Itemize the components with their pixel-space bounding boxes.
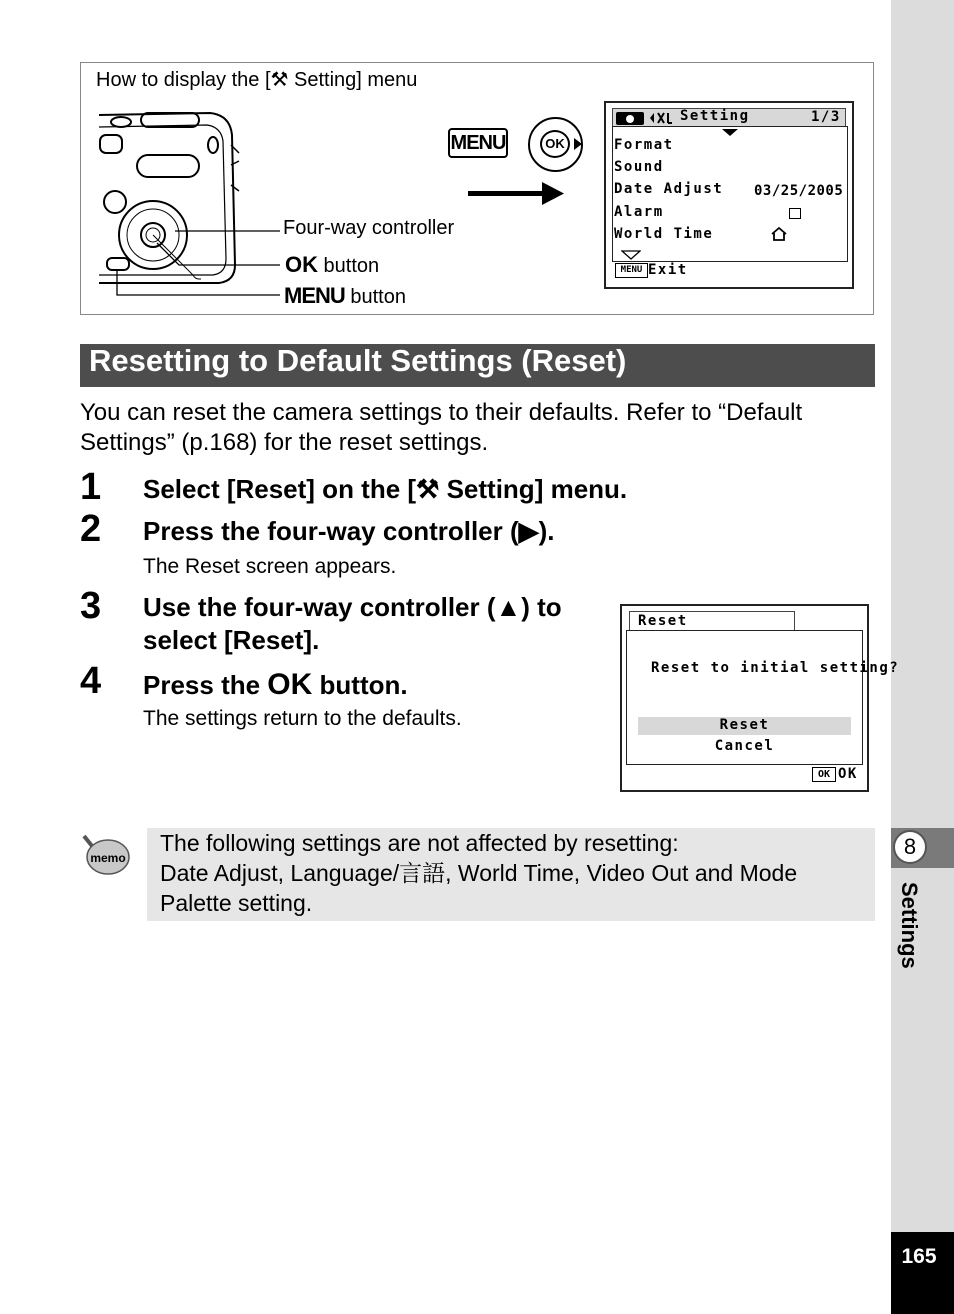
step-4-pre: Press the: [143, 670, 268, 700]
step-3-line-2: select [Reset].: [143, 625, 320, 655]
home-icon: [770, 226, 788, 242]
step-3-number: 3: [80, 585, 102, 627]
step-4-text: [143, 668, 408, 702]
menu-item-alarm: Alarm: [614, 204, 664, 220]
ok-glyph-inline: OK: [267, 668, 313, 701]
step-1-text: Select [Reset] on the [⚒ Setting] menu.: [143, 474, 628, 504]
step-4-sub: The settings return to the defaults.: [143, 707, 462, 730]
ok-suffix: button: [318, 255, 380, 277]
alarm-off-icon: [789, 208, 801, 219]
cancel-option: Cancel: [714, 738, 775, 754]
step-1-number: 1: [80, 466, 102, 508]
reset-question: Reset to initial setting?: [651, 660, 900, 676]
menu-item-sound: Sound: [614, 159, 664, 175]
section-title: Resetting to Default Settings (Reset): [89, 343, 627, 378]
chapter-number: 8: [893, 830, 927, 864]
menu-item-format: Format: [614, 137, 674, 153]
menu-key-icon: MENU: [448, 128, 508, 158]
step-3-line-1: Use the four-way controller (▲) to: [143, 592, 562, 622]
menu-exit-label: Exit: [648, 262, 688, 278]
menu-item-world-time: World Time: [614, 226, 714, 242]
scroll-down-icon: [621, 250, 641, 260]
menu-suffix: button: [344, 286, 406, 308]
reset-option: Reset: [719, 717, 770, 733]
menu-tab-icons: [614, 110, 680, 126]
menu-exit-key-icon: MENU: [615, 263, 648, 278]
chapter-side-tab: [891, 0, 954, 1314]
intro-line-1: You can reset the camera settings to their defaults. Refer to “Default: [80, 399, 803, 426]
menu-button-label: [284, 283, 406, 309]
reset-footer-ok: OK: [838, 766, 858, 782]
date-value: 03/25/2005: [754, 183, 844, 199]
memo-icon-text: memo: [90, 851, 126, 865]
intro-line-2: Settings” (p.168) for the reset settings.: [80, 429, 489, 456]
memo-icon: [80, 834, 132, 878]
menu-item-date-adjust: Date Adjust: [614, 181, 724, 197]
step-2-number: 2: [80, 508, 102, 550]
step-4-number: 4: [80, 660, 102, 702]
four-way-controller-label: Four-way controller: [283, 217, 455, 239]
page-number: 165: [901, 1245, 937, 1268]
ok-key-small-icon: OK: [812, 767, 836, 782]
camera-illustration: [95, 105, 285, 305]
memo-line-2: Date Adjust, Language/言語, World Time, Video Out and Mode: [160, 860, 798, 886]
memo-line-1: The following settings are not affected by resetting:: [160, 830, 679, 856]
menu-tab-label: Setting: [680, 108, 750, 124]
step-2-sub: The Reset screen appears.: [143, 555, 397, 578]
ok-button-label: [285, 252, 379, 278]
howto-title: How to display the [⚒ Setting] menu: [96, 69, 418, 91]
arrow-right-icon: [468, 181, 568, 207]
step-2-text: Press the four-way controller (▶).: [143, 516, 555, 546]
menu-glyph: MENU: [284, 283, 345, 308]
step-4-post: button.: [312, 670, 408, 700]
memo-line-3: Palette setting.: [160, 890, 313, 916]
ok-key-icon: OK: [540, 130, 570, 158]
reset-tab-label: Reset: [638, 613, 688, 629]
right-arrow-small-icon: [574, 138, 584, 150]
chapter-label: Settings: [897, 882, 922, 969]
ok-glyph: OK: [285, 252, 318, 277]
menu-page-indicator: 1/3: [811, 109, 841, 125]
